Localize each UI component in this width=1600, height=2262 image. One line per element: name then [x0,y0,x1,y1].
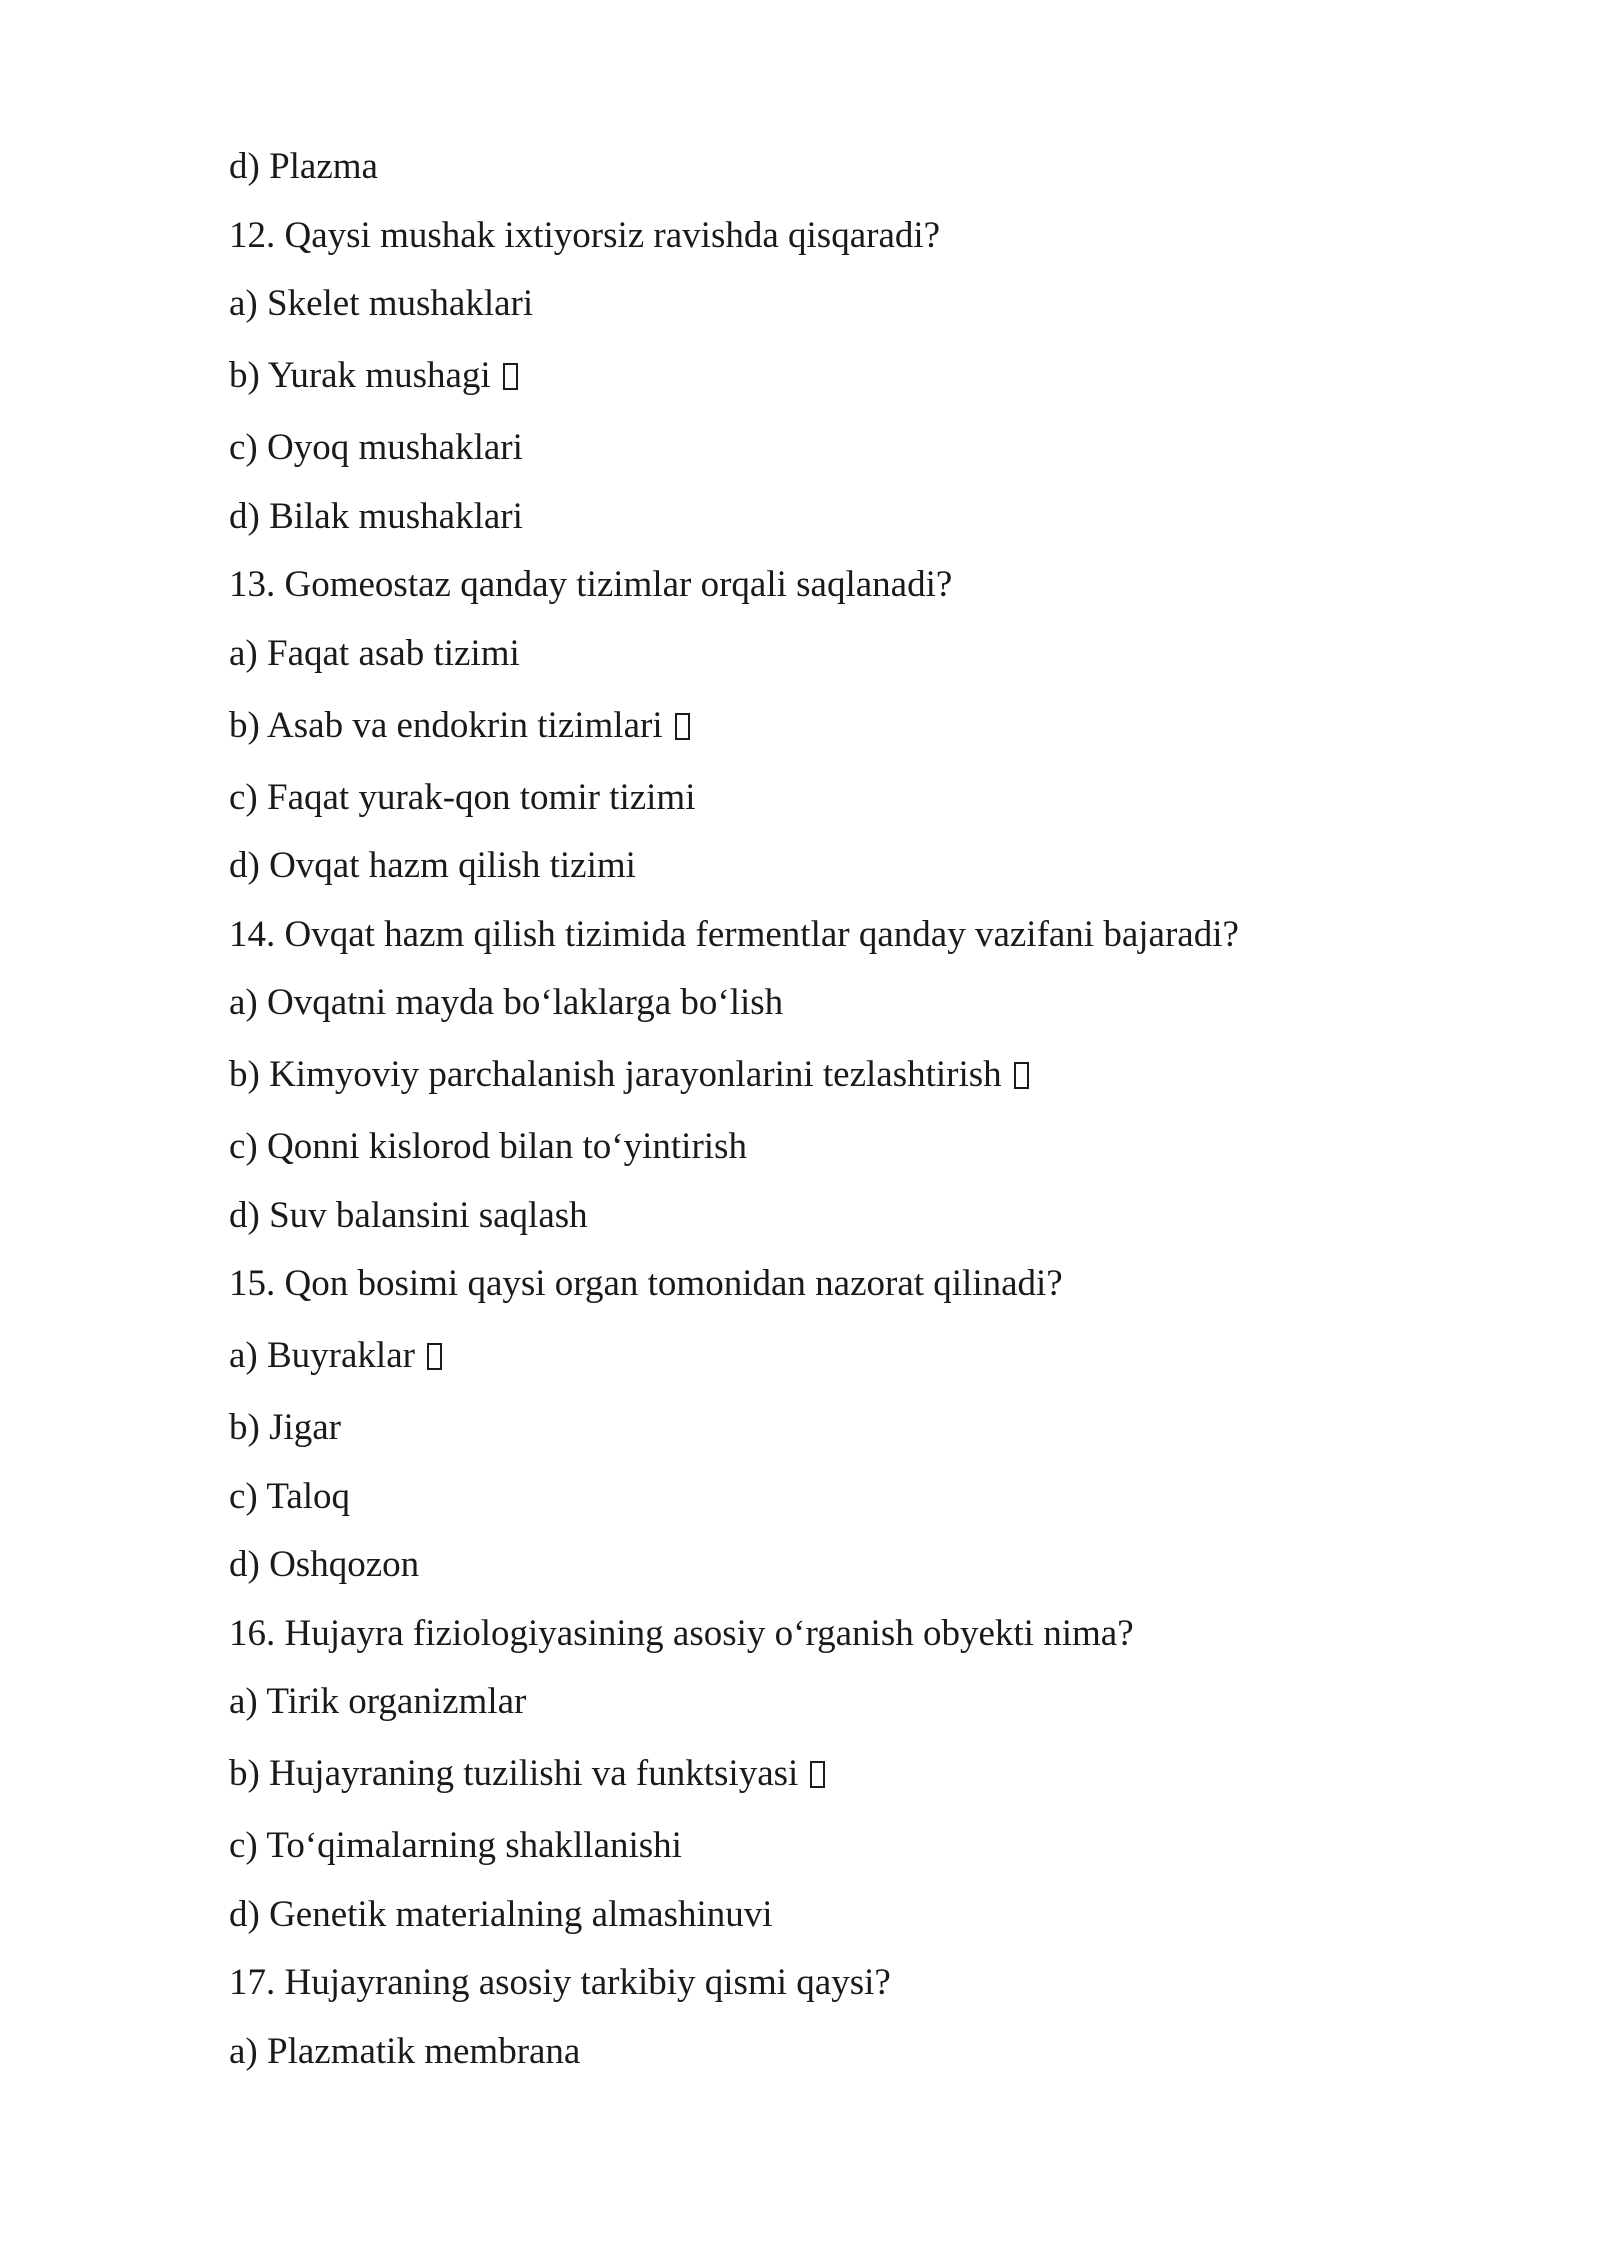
line-spacer [229,957,1429,982]
answer-label: a) Skelet mushaklari [229,283,534,324]
line-spacer [229,1378,1429,1406]
line-spacer [229,2005,1429,2030]
answer-option [229,145,1429,189]
answer-label: d) Plazma [229,146,378,187]
answer-label: a) Ovqatni mayda bo‘laklarga bo‘lish [229,982,784,1023]
question-label: 12. Qaysi mushak ixtiyorsiz ravishda qisqaradi? [229,214,941,256]
answer-label: a) Buyraklar [229,1335,415,1376]
line-spacer [229,748,1429,776]
question-text [229,1262,1429,1306]
line-spacer [229,1025,1429,1053]
answer-option [229,495,1429,539]
question-label: 14. Ovqat hazm qilish tizimida fermentlar qanday vazifani bajaradi? [229,913,1239,955]
answer-label: a) Faqat asab tizimi [229,632,520,674]
answer-label: b) Kimyoviy parchalanish jarayonlarini tezlashtirish [229,1054,1002,1095]
question-text [229,913,1429,957]
answer-label: d) Oshqozon [229,1544,420,1585]
line-spacer [229,1306,1429,1334]
answer-option [229,981,1429,1025]
answer-label: a) Tirik organizmlar [229,1681,527,1722]
answer-label: c) To‘qimalarning shakllanishi [229,1825,682,1866]
line-spacer [229,1238,1429,1263]
answer-label: d) Suv balansini saqlash [229,1194,588,1236]
line-spacer [229,1097,1429,1125]
line-spacer [229,1868,1429,1893]
answer-option [229,844,1429,888]
answer-label: c) Faqat yurak-qon tomir tizimi [229,776,696,818]
answer-option [229,1334,1429,1378]
question-label: 13. Gomeostaz qanday tizimlar orqali saqlanadi? [229,564,953,605]
line-spacer [229,189,1429,214]
line-spacer [229,326,1429,354]
answer-option [229,2030,1429,2074]
answer-option [229,776,1429,820]
answer-label: c) Taloq [229,1475,351,1517]
question-text [229,214,1429,258]
line-spacer [229,888,1429,913]
answer-option [229,1053,1429,1097]
line-spacer [229,1937,1429,1962]
line-spacer [229,470,1429,495]
answer-option [229,1406,1429,1450]
correct-answer-icon [810,1761,825,1788]
answer-option [229,282,1429,326]
line-spacer [229,1796,1429,1824]
correct-answer-icon [427,1343,442,1370]
answer-label: b) Hujayraning tuzilishi va funktsiyasi [229,1753,799,1794]
answer-label: c) Oyoq mushaklari [229,427,523,468]
answer-label: b) Jigar [229,1407,341,1448]
line-spacer [229,1519,1429,1544]
line-spacer [229,539,1429,564]
answer-option [229,1680,1429,1724]
correct-answer-icon [503,363,518,390]
line-spacer [229,1656,1429,1681]
question-text [229,563,1429,607]
answer-label: d) Ovqat hazm qilish tizimi [229,845,636,886]
question-label: 17. Hujayraning asosiy tarkibiy qismi qaysi? [229,1962,891,2003]
line-spacer [229,1724,1429,1752]
answer-option [229,1194,1429,1238]
line-spacer [229,820,1429,845]
question-label: 15. Qon bosimi qaysi organ tomonidan nazorat qilinadi? [229,1263,1063,1304]
answer-label: b) Asab va endokrin tizimlari [229,704,663,746]
line-spacer [229,398,1429,426]
answer-option [229,632,1429,676]
answer-option [229,1125,1429,1169]
answer-option [229,1543,1429,1587]
answer-label: c) Qonni kislorod bilan to‘yintirish [229,1126,747,1167]
line-spacer [229,1450,1429,1475]
question-label: 16. Hujayra fiziologiyasining asosiy o‘rganish obyekti nima? [229,1612,1134,1654]
answer-label: d) Genetik materialning almashinuvi [229,1893,773,1935]
answer-option [229,1475,1429,1519]
line-spacer [229,676,1429,704]
answer-option [229,1824,1429,1868]
correct-answer-icon [1014,1062,1029,1089]
question-text [229,1961,1429,2005]
answer-option [229,1893,1429,1937]
line-spacer [229,258,1429,283]
quiz-text [229,145,1429,2074]
answer-label: a) Plazmatik membrana [229,2030,581,2072]
answer-option [229,1752,1429,1796]
line-spacer [229,1169,1429,1194]
question-text [229,1612,1429,1656]
answer-option [229,354,1429,398]
answer-option [229,704,1429,748]
line-spacer [229,1587,1429,1612]
line-spacer [229,607,1429,632]
correct-answer-icon [675,713,690,740]
answer-label: b) Yurak mushagi [229,355,491,396]
answer-label: d) Bilak mushaklari [229,495,523,537]
answer-option [229,426,1429,470]
